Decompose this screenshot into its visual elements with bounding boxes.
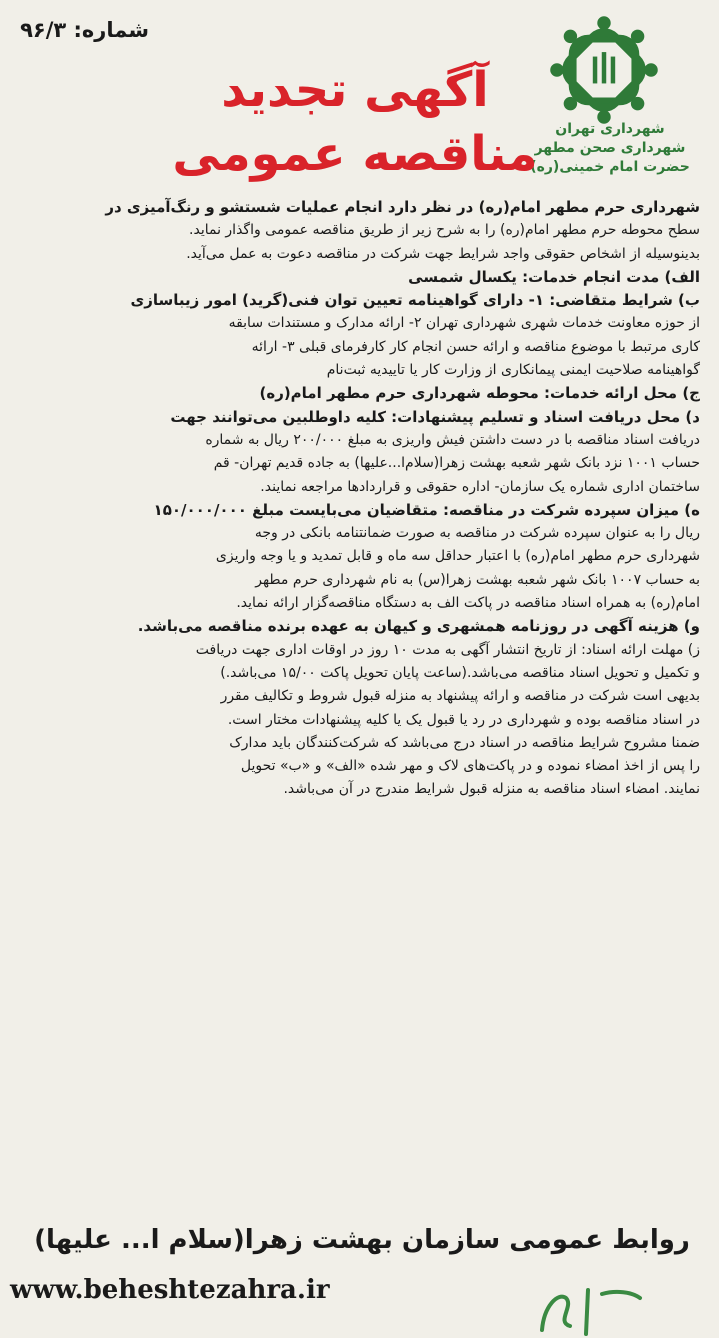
- body-line: شهرداری حرم مطهر امام(ره) در نظر دارد انجام عملیات شستشو و رنگ‌آمیزی در: [105, 198, 700, 216]
- org-line: حضرت امام خمینی(ره): [530, 159, 690, 175]
- body-line: ضمنا مشروح شرایط مناقصه در اسناد درج می‌باشد که شرکت‌کنندگان باید مدارک: [229, 734, 700, 751]
- body-line: نمایند. امضاء اسناد مناقصه به منزله قبول شرایط مندرج در آن می‌باشد.: [283, 781, 700, 798]
- body-line: گواهینامه صلاحیت ایمنی پیمانکاری از وزارت کار یا تاییدیه ثبت‌نام: [326, 362, 700, 379]
- body-line: و) هزینه آگهی در روزنامه همشهری و کیهان به عهده برنده مناقصه می‌باشد.: [137, 617, 700, 636]
- notice-number: شماره: ۹۶/۳: [20, 18, 149, 42]
- body-line: ز) مهلت ارائه اسناد: از تاریخ انتشار آگهی به مدت ۱۰ روز در اوقات اداری جهت دریافت: [195, 641, 700, 658]
- body-line: ج) محل ارائه خدمات: محوطه شهرداری حرم مطهر امام(ره): [259, 384, 700, 403]
- notice-body: [24, 196, 700, 802]
- tehran-municipality-logo-icon: [548, 14, 660, 126]
- body-line: را پس از اخذ امضاء نموده و در پاکت‌های لاک و مهر شده «الف» و «ب» تحویل: [240, 758, 700, 775]
- org-line: شهرداری تهران: [555, 121, 665, 137]
- body-line: بدیهی است شرکت در مناقصه و ارائه پیشنهاد به منزله قبول شروط و تکالیف مقرر: [220, 688, 700, 705]
- body-line: به حساب ۱۰۰۷ بانک شهر شعبه بهشت زهرا(س) به نام شهرداری حرم مطهر: [255, 571, 700, 588]
- body-line: بدینوسیله از اشخاص حقوقی واجد شرایط جهت شرکت در مناقصه دعوت به عمل می‌آید.: [186, 245, 700, 262]
- body-line: شهرداری حرم مطهر امام(ره) با اعتبار حداقل سه ماه و قابل تمدید و یا وجه واریزی: [215, 548, 700, 565]
- notice-title-line2: مناقصه عمومی: [172, 126, 538, 182]
- body-line: امام(ره) به همراه اسناد مناقصه در پاکت الف به دستگاه مناقصه‌گزار ارائه نماید.: [236, 595, 700, 612]
- body-line: در اسناد مناقصه بوده و شهرداری در رد یا قبول یک یا کلیه پیشنهادات مختار است.: [227, 711, 700, 728]
- body-line: سطح محوطه حرم مطهر امام(ره) را به شرح زیر از طریق مناقصه عمومی واگذار نماید.: [189, 222, 700, 239]
- body-line: حساب ۱۰۰۱ نزد بانک شهر شعبه بهشت زهرا(سلام‌ا...علیها) به جاده قدیم تهران- قم: [213, 455, 700, 472]
- notice-title-line1: آگهی تجدید: [221, 62, 489, 118]
- body-line: و تکمیل و تحویل اسناد مناقصه می‌باشد.(ساعت پایان تحویل پاکت ۱۵/۰۰ می‌باشد.): [220, 664, 700, 681]
- municipality-name: [520, 120, 700, 177]
- website-url: www.beheshtezahra.ir: [10, 1275, 330, 1305]
- body-line: از حوزه معاونت خدمات شهری شهرداری تهران ۲- ارائه مدارک و مستندات سابقه: [228, 315, 700, 332]
- signature-public-relations: روابط عمومی سازمان بهشت زهرا(سلام ا... علیها): [34, 1225, 690, 1255]
- org-line: شهرداری صحن مطهر: [534, 140, 686, 156]
- handwritten-mark-icon: [536, 1286, 646, 1336]
- body-line: ه) میزان سپرده شرکت در مناقصه: متقاضیان می‌بایست مبلغ ۱۵۰/۰۰۰/۰۰۰: [153, 500, 700, 519]
- body-line: کاری مرتبط با موضوع مناقصه و ارائه حسن انجام کار کارفرمای قبلی ۳- ارائه: [251, 338, 700, 355]
- body-line: د) محل دریافت اسناد و تسلیم پیشنهادات: کلیه داوطلبین می‌توانند جهت: [170, 407, 700, 426]
- body-line: ب) شرایط متقاضی: ۱- دارای گواهینامه تعیین توان فنی(گرید) امور زیباسازی: [130, 291, 700, 310]
- body-line: الف) مدت انجام خدمات: یکسال شمسی: [408, 267, 700, 286]
- body-line: ساختمان اداری شماره یک سازمان- اداره حقوقی و قراردادها مراجعه نمایند.: [260, 478, 700, 495]
- body-line: ریال را به عنوان سپرده شرکت در مناقصه به صورت ضمانتنامه بانکی در وجه: [254, 525, 700, 542]
- body-line: دریافت اسناد مناقصه با در دست داشتن فیش واریزی به مبلغ ۲۰۰/۰۰۰ ریال به شماره: [205, 431, 700, 448]
